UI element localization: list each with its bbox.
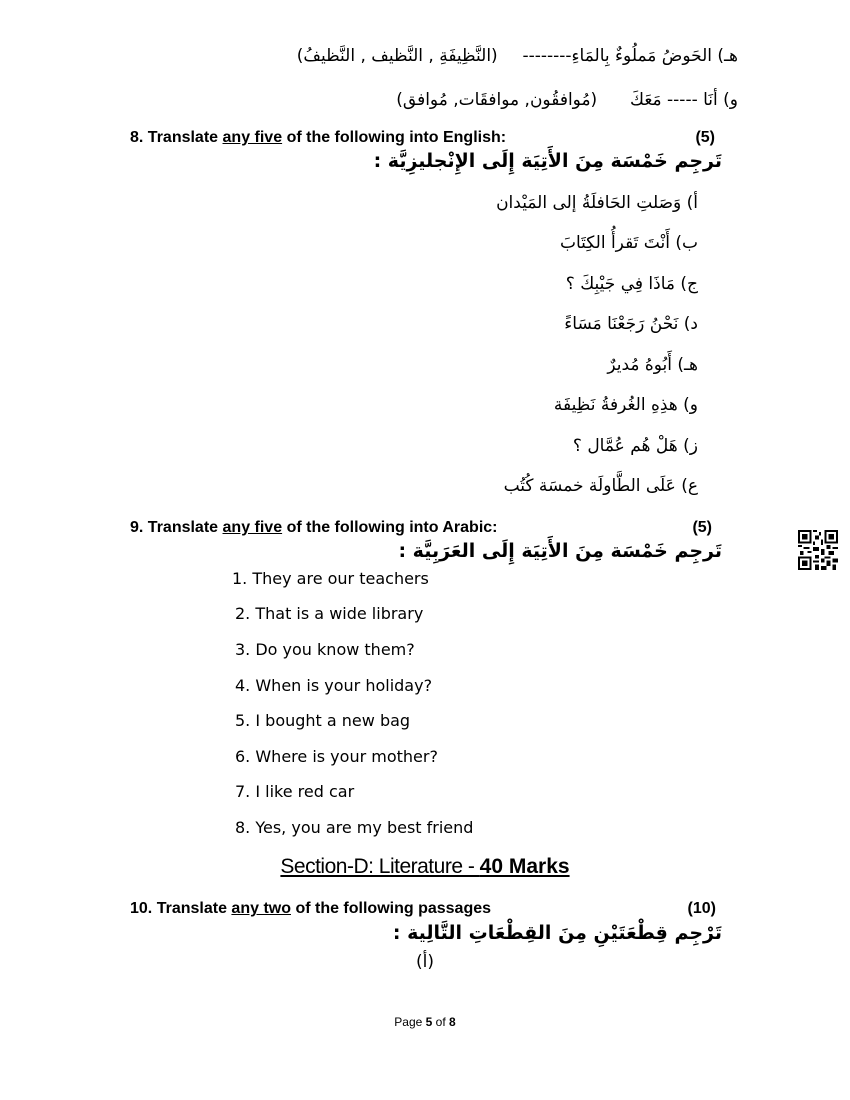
q8-item-6: و) هذِهِ الغُرفةُ نَظِيفَة [553, 395, 698, 415]
footer-of-word: of [435, 1015, 446, 1029]
q9-item-2: 2. That is a wide library [235, 604, 424, 623]
q8-underlined: any five [222, 129, 283, 146]
q9-item-4: 4. When is your holiday? [235, 676, 433, 695]
q9-underlined: any five [222, 519, 283, 536]
prev-item-w [396, 92, 738, 109]
footer-total: 8 [449, 1015, 456, 1029]
q10-marks: (10) [687, 900, 716, 917]
q9-item-3: 3. Do you know them? [235, 640, 415, 659]
q10-underlined: any two [231, 900, 291, 917]
q8-arabic-instruction: تَرجِم خَمْسَة مِنَ الأَتِيَة إِلَى الإِنْجليزِيَّة : [373, 150, 722, 172]
q8-post: of the following into English: [286, 129, 507, 146]
q9-post: of the following into Arabic: [286, 519, 498, 536]
prev-item-h [297, 48, 738, 65]
q10-pre: Translate [156, 900, 227, 917]
q9-heading [130, 520, 712, 536]
q10-arabic-instruction: تَرْجِم قِطْعَتَيْنِ مِنَ القِطْعَاتِ التَّالِية : [392, 922, 722, 944]
footer-page-num: 5 [425, 1015, 433, 1029]
q9-item-6: 6. Where is your mother? [235, 747, 438, 766]
q8-item-3: ج) مَاذَا فِي جَيْبِكَ ؟ [565, 274, 698, 294]
q8-item-4: د) نَحْنُ رَجَعْنَا مَسَاءً [564, 314, 698, 334]
q9-number: 9. [130, 519, 144, 536]
q10-sub-label: (أ) [416, 952, 434, 972]
q9-item-8: 8. Yes, you are my best friend [235, 818, 474, 837]
q8-item-7: ز) هَلْ هُم عُمَّال ؟ [572, 436, 698, 456]
prev-item-w-options: (مُوافقُون, موافقَات, مُوافق) [396, 90, 598, 110]
q8-item-2: ب) أَنْتَ تَقرأُ الكِتَابَ [559, 233, 698, 253]
q8-heading [130, 130, 715, 146]
q9-pre: Translate [147, 519, 219, 536]
q8-item-8: ع) عَلَى الطَّاولَة خمسَة كُتُب [503, 476, 698, 496]
q9-item-7: 7. I like red car [235, 782, 355, 801]
section-d-marks: 40 Marks [479, 855, 570, 878]
q8-marks: (5) [695, 129, 715, 146]
q10-heading [130, 901, 716, 917]
q8-item-1: أ) وَصَلتِ الحَافلَةُ إلى المَيْدان [496, 193, 698, 213]
prev-item-h-text: هـ) الحَوضُ مَملُوءٌ بِالمَاءِ-------- [522, 46, 738, 66]
section-d-heading [0, 856, 850, 877]
qr-code-icon [798, 530, 838, 570]
q8-pre: Translate [147, 129, 219, 146]
q9-marks: (5) [692, 519, 712, 536]
section-d-title: Section-D: Literature - [280, 855, 480, 878]
q10-post: of the following passages [295, 900, 492, 917]
q9-arabic-instruction: تَرجِم خَمْسَة مِنَ الأَتِيَة إِلَى العَرَبِيَّة : [398, 540, 722, 562]
q10-number: 10. [130, 900, 153, 917]
footer-page-word: Page [394, 1015, 423, 1029]
page-footer [0, 1016, 850, 1028]
prev-item-w-text: و) أنَا ----- مَعَكَ [630, 90, 738, 110]
q9-item-5: 5. I bought a new bag [235, 711, 411, 730]
q9-item-1: 1. They are our teachers [232, 569, 429, 588]
q8-number: 8. [130, 129, 144, 146]
q8-item-5: هـ) أَبُوهُ مُديرٌ [607, 355, 698, 375]
prev-item-h-options: (النَّظِيفَةِ , النَّظيف , النَّظيفُ) [296, 46, 498, 66]
